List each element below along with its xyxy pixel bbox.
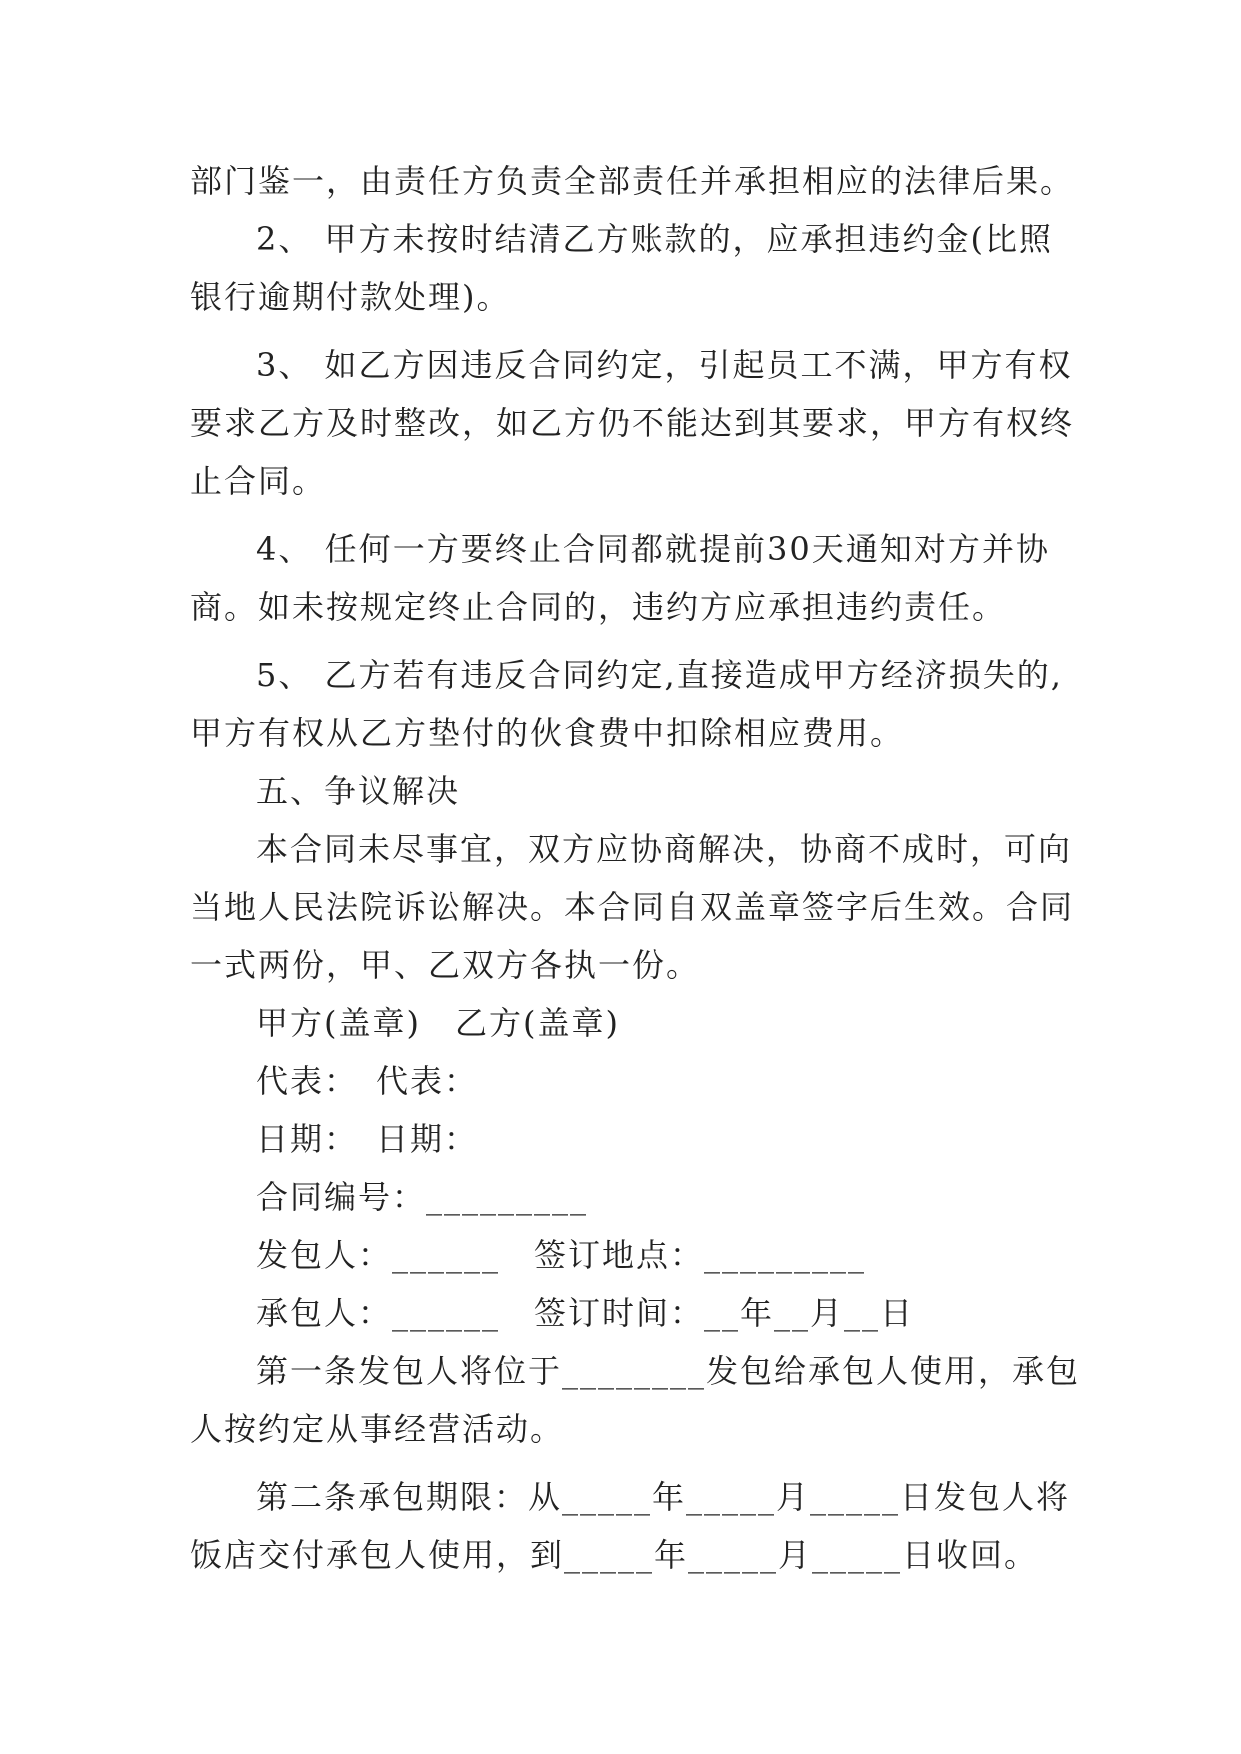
contract-number-line: 合同编号：_________ bbox=[256, 1178, 589, 1216]
article-1-line: 人按约定从事经营活动。 bbox=[190, 1410, 565, 1448]
paragraph-line: 部门鉴一，由责任方负责全部责任并承担相应的法律后果。 bbox=[190, 162, 1075, 200]
dispute-paragraph-line: 当地人民法院诉讼解决。本合同自双盖章签字后生效。合同 bbox=[190, 888, 1075, 926]
article-2-line: 饭店交付承包人使用，到_____年_____月_____日收回。 bbox=[190, 1536, 1039, 1574]
representative-line: 代表： 代表： bbox=[256, 1062, 479, 1100]
dispute-paragraph-line: 一式两份，甲、乙双方各执一份。 bbox=[190, 946, 701, 984]
clause-3-line: 要求乙方及时整改，如乙方仍不能达到其要求，甲方有权终 bbox=[190, 404, 1075, 442]
clause-2-line: 2、 甲方未按时结清乙方账款的，应承担违约金(比照 bbox=[256, 220, 1054, 258]
spacer bbox=[190, 326, 1050, 336]
clause-4-line: 4、 任何一方要终止合同都就提前30天通知对方并协 bbox=[256, 530, 1050, 568]
contractor-time-line: 承包人：______ 签订时间：__年__月__日 bbox=[256, 1294, 915, 1332]
clause-5-line: 甲方有权从乙方垫付的伙食费中扣除相应费用。 bbox=[190, 714, 905, 752]
employer-place-line: 发包人：______ 签订地点：_________ bbox=[256, 1236, 867, 1274]
seal-line: 甲方(盖章) 乙方(盖章) bbox=[256, 1004, 620, 1042]
article-2-line: 第二条承包期限：从_____年_____月_____日发包人将 bbox=[256, 1478, 1071, 1516]
clause-3-line: 3、 如乙方因违反合同约定，引起员工不满，甲方有权 bbox=[256, 346, 1073, 384]
section-heading: 五、争议解决 bbox=[256, 772, 461, 810]
article-1-line: 第一条发包人将位于________发包给承包人使用，承包 bbox=[256, 1352, 1081, 1390]
spacer bbox=[190, 636, 1050, 646]
clause-4-line: 商。如未按规定终止合同的，违约方应承担违约责任。 bbox=[190, 588, 1007, 626]
clause-3-line: 止合同。 bbox=[190, 462, 327, 500]
clause-2-line: 银行逾期付款处理)。 bbox=[190, 278, 511, 316]
document-body bbox=[190, 152, 1081, 1584]
date-line: 日期： 日期： bbox=[256, 1120, 479, 1158]
clause-5-line: 5、 乙方若有违反合同约定,直接造成甲方经济损失的, bbox=[256, 656, 1063, 694]
spacer bbox=[190, 1458, 1050, 1468]
spacer bbox=[190, 510, 1050, 520]
dispute-paragraph-line: 本合同未尽事宜，双方应协商解决，协商不成时，可向 bbox=[256, 830, 1073, 868]
